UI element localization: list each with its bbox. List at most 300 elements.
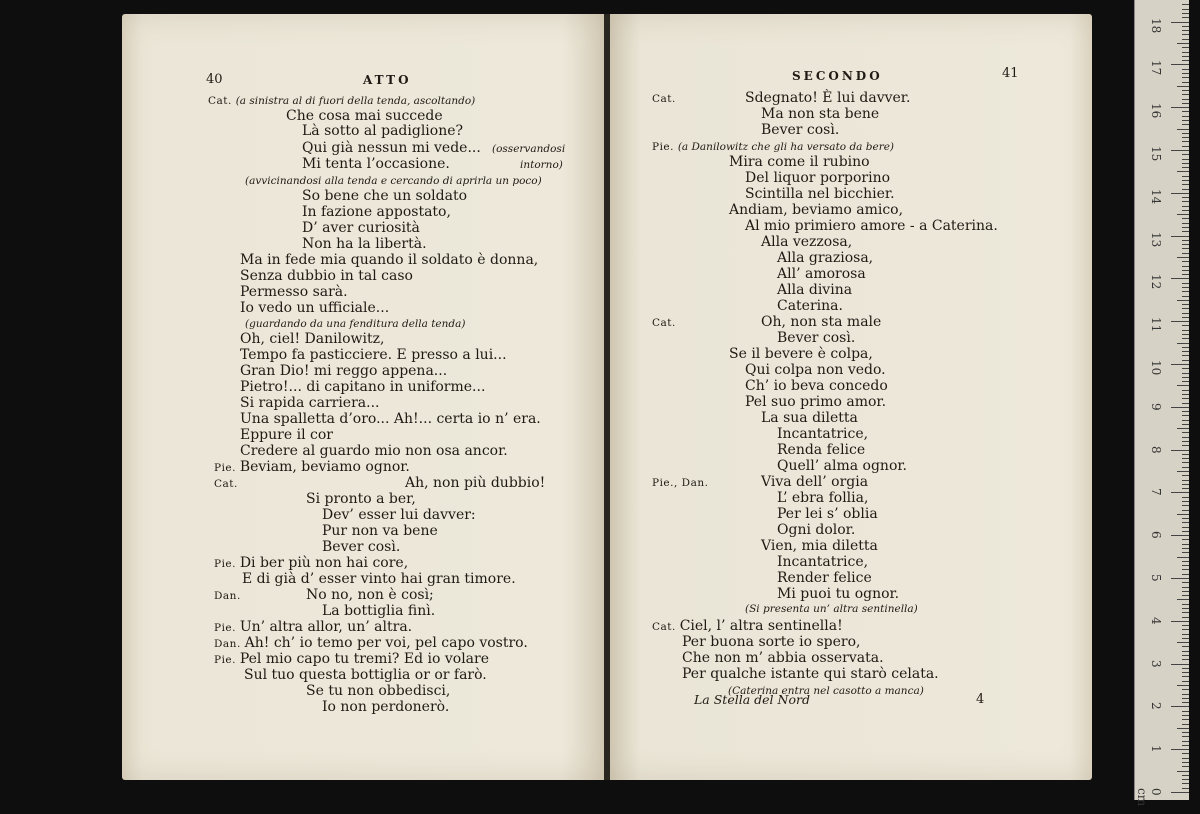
ruler-tick [1182,646,1189,647]
verse-text: Ogni dolor. [777,522,856,538]
ruler-number: 11 [1149,317,1163,333]
ruler-tick [1182,715,1189,716]
verse-text: Andiam, beviamo amico, [729,202,904,218]
ruler-tick [1182,634,1189,635]
ruler-tick [1177,557,1189,558]
verse-text: Mi puoi tu ognor. [777,586,900,602]
ruler-tick [1182,394,1189,395]
ruler-tick [1182,484,1189,485]
verse-line [306,491,416,507]
ruler-tick [1177,428,1189,429]
ruler-tick [1182,668,1189,669]
ruler-tick [1182,231,1189,232]
verse-line [745,394,886,410]
verse-text: Render felice [777,570,872,586]
ruler-tick [1182,403,1189,404]
verse-line [777,570,872,586]
verse-line [761,474,868,490]
verse-line [652,314,676,331]
ruler-tick [1182,291,1189,292]
ruler-tick [1182,587,1189,588]
ruler-tick [1182,711,1189,712]
verse-text: Del liquor porporino [745,170,891,186]
verse-line [302,236,427,252]
ruler-tick [1182,124,1189,125]
verse-line [652,618,843,635]
ruler-tick [1182,313,1189,314]
verse-text: Io non perdonerò. [322,699,450,715]
ruler-tick [1182,531,1189,532]
speaker-label: Pie. [214,462,240,474]
verse-line [777,506,878,522]
ruler-tick [1182,561,1189,562]
verse-text: Eppure il cor [240,427,333,443]
verse-line [240,268,413,284]
ruler-tick [1182,779,1189,780]
ruler-tick [1177,300,1189,301]
ruler-tick [1182,689,1189,690]
verse-line [214,619,412,636]
ruler-tick [1182,120,1189,121]
verse-text: Renda felice [777,442,866,458]
verse-text: Ch’ io beva concedo [745,378,888,394]
verse-line [405,475,545,491]
ruler-tick [1177,771,1189,772]
ruler-number: 9 [1149,402,1163,411]
ruler-tick [1182,488,1189,489]
ruler-tick [1182,569,1189,570]
ruler-tick [1177,343,1189,344]
ruler-tick [1182,184,1189,185]
verse-text: Bever così. [761,122,840,138]
verse-text: La sua diletta [761,410,858,426]
verse-line [777,282,852,298]
verse-text: Alla vezzosa, [761,234,853,250]
ruler-tick [1171,107,1189,108]
ruler-tick [1182,210,1189,211]
verse-text: Qui colpa non vedo. [745,362,886,378]
verse-text: Sul tuo questa bottiglia or or farò. [244,667,487,683]
ruler-tick [1177,86,1189,87]
verse-line [652,474,708,491]
verse-text: Gran Dio! mi reggo appena... [240,363,448,379]
ruler-tick [1182,360,1189,361]
verse-text: Al mio primiero amore - a Caterina. [745,218,998,234]
ruler-tick [1182,724,1189,725]
right-page-number: 41 [1002,66,1019,81]
ruler-number: 16 [1149,103,1163,119]
ruler-tick [1182,13,1189,14]
ruler-tick [1177,514,1189,515]
ruler-number: 3 [1149,659,1163,668]
stage-direction: (guardando da una fenditura della tenda) [245,318,466,330]
verse-line [302,204,451,220]
ruler-tick [1182,694,1189,695]
verse-line [240,300,389,316]
ruler-tick [1182,762,1189,763]
speaker-label: Cat. [652,317,676,329]
speaker-label: Cat. [652,93,676,105]
stage-direction: (avvicinandosi alla tenda e cercando di aprirla un poco) [245,175,542,187]
ruler-tick [1182,141,1189,142]
ruler-tick [1182,283,1189,284]
ruler-tick [1182,462,1189,463]
ruler-tick [1182,90,1189,91]
ruler-tick [1182,501,1189,502]
ruler-tick [1171,706,1189,707]
ruler-tick [1182,475,1189,476]
verse-text: Una spalletta d’oro... Ah!... certa io n’ era. [240,411,541,427]
verse-line [214,459,410,476]
verse-text: D’ aver curiosità [302,220,420,236]
ruler-tick [1182,34,1189,35]
verse-line [322,539,400,555]
verse-text: Io vedo un ufficiale... [240,300,390,316]
verse-text: Che non m’ abbia osservata. [682,650,884,666]
ruler-number: 8 [1149,445,1163,454]
ruler-tick [1182,99,1189,100]
verse-line [761,106,879,122]
verse-line [244,667,487,683]
ruler-number: 5 [1149,574,1163,582]
ruler-number: 13 [1149,231,1163,247]
verse-line [777,298,843,314]
verse-line [745,170,890,186]
verse-text: Si pronto a ber, [306,491,416,507]
ruler-tick [1182,73,1189,74]
verse-line [214,635,528,652]
speaker-label: Dan. [214,638,245,650]
verse-line [240,347,507,363]
verse-line [322,507,476,523]
ruler-tick [1182,82,1189,83]
ruler-tick [1182,505,1189,506]
verse-line [777,490,868,506]
verse-line [240,443,508,459]
verse-text: Un’ altra allor, un’ altra. [239,619,413,635]
speaker-label: Pie. [214,622,240,634]
ruler-tick [1182,60,1189,61]
ruler-tick [1182,398,1189,399]
speaker-label: Cat. [214,478,238,490]
ruler-tick [1182,595,1189,596]
ruler-tick [1182,154,1189,155]
verse-text: So bene che un soldato [302,188,467,204]
ruler-tick [1182,304,1189,305]
ruler-tick [1182,753,1189,754]
verse-line [302,188,467,204]
ruler-tick [1182,146,1189,147]
verse-line [214,555,408,572]
ruler-number: 14 [1149,188,1163,205]
verse-text: Ma non sta bene [761,106,880,122]
verse-line [302,140,481,156]
ruler-tick [1182,347,1189,348]
ruler-tick [1171,792,1189,793]
ruler-number: 0 cm [1135,788,1163,807]
ruler-tick [1182,698,1189,699]
verse-line [777,330,855,346]
verse-line [242,571,516,587]
ruler-tick [1182,116,1189,117]
verse-text: Quell’ alma ognor. [777,458,907,474]
verse-text: Per lei s’ oblia [777,506,878,522]
verse-text: Ah, non più dubbio! [405,475,546,491]
verse-text: Se il bevere è colpa, [729,346,873,362]
verse-text: Permesso sarà. [240,284,348,300]
ruler-tick [1182,270,1189,271]
verse-line [652,138,894,155]
verse-text: Non ha la libertà. [302,236,427,252]
verse-text: Mira come il rubino [729,154,870,170]
verse-line [306,587,434,603]
verse-line [682,650,884,666]
verse-line [302,123,463,139]
ruler-tick [1182,317,1189,318]
speaker-label: Dan. [214,590,241,602]
ruler-tick [1182,497,1189,498]
ruler-tick [1177,171,1189,172]
ruler-tick [1182,377,1189,378]
ruler-tick [1182,287,1189,288]
ruler-tick [1182,415,1189,416]
ruler-tick [1182,206,1189,207]
ruler-tick [1182,368,1189,369]
ruler-tick [1182,775,1189,776]
ruler-tick [1182,351,1189,352]
ruler-tick [1182,308,1189,309]
verse-line [652,90,676,107]
verse-line [245,315,466,332]
ruler-tick [1182,510,1189,511]
stage-direction: (Caterina entra nel casotto a manca) [728,685,924,697]
verse-line [240,252,538,268]
verse-line [240,284,348,300]
verse-text: Caterina. [777,298,843,314]
ruler-tick [1171,621,1189,622]
ruler-tick [1182,163,1189,164]
ruler-tick [1182,732,1189,733]
ruler-tick [1182,608,1189,609]
verse-line [745,378,888,394]
ruler-tick [1182,218,1189,219]
ruler-tick [1182,167,1189,168]
verse-line [306,683,450,699]
ruler-tick [1182,638,1189,639]
ruler-tick [1182,111,1189,112]
ruler-tick [1182,719,1189,720]
verse-line [208,92,475,109]
ruler-tick [1171,664,1189,665]
speaker-label: Pie. [652,141,678,153]
verse-line [745,90,910,106]
ruler-tick [1182,330,1189,331]
verse-line [761,122,839,138]
verse-text: Di ber più non hai core, [239,555,409,571]
ruler-tick [1182,390,1189,391]
ruler-tick [1177,257,1189,258]
verse-line [245,172,542,189]
ruler-tick [1177,129,1189,130]
ruler-tick [1171,407,1189,408]
ruler-tick [1182,522,1189,523]
ruler-tick [1182,432,1189,433]
ruler-tick [1182,702,1189,703]
verse-line [777,250,873,266]
ruler-tick [1171,64,1189,65]
ruler-tick [1182,783,1189,784]
verse-text: Bever così. [777,330,856,346]
verse-line [240,395,379,411]
ruler-tick [1182,47,1189,48]
ruler-tick [1171,22,1189,23]
verse-text: Tempo fa pasticciere. E presso a lui... [240,347,507,363]
verse-line [214,587,241,604]
ruler-tick [1182,544,1189,545]
ruler-tick [1171,278,1189,279]
verse-line [745,186,895,202]
ruler-tick [1182,539,1189,540]
verse-line [777,522,855,538]
verse-text: Incantatrice, [777,554,869,570]
ruler-number: 7 [1149,488,1163,497]
ruler-tick [1182,659,1189,660]
speaker-label: Pie., Dan. [652,477,709,489]
ruler-tick [1182,338,1189,339]
verse-line [745,218,998,234]
ruler-tick [1182,458,1189,459]
ruler-number: 18 [1149,17,1163,33]
ruler-tick [1171,749,1189,750]
ruler-tick [1182,445,1189,446]
verse-line [777,458,907,474]
verse-text: Là sotto al padiglione? [302,123,464,139]
ruler-tick [1182,355,1189,356]
ruler-tick [1182,548,1189,549]
verse-line [286,108,443,124]
ruler-tick [1182,552,1189,553]
ruler-tick [1182,325,1189,326]
ruler-tick [1182,681,1189,682]
ruler-tick [1182,253,1189,254]
ruler-tick [1182,574,1189,575]
ruler-tick [1182,625,1189,626]
verse-line [777,442,865,458]
verse-line [302,220,420,236]
verse-text: Per qualche istante qui starò celata. [682,666,939,682]
left-running-head: ATTO [363,73,412,87]
ruler-tick [1182,77,1189,78]
ruler-tick [1182,248,1189,249]
ruler-tick [1182,39,1189,40]
verse-line [745,362,886,378]
ruler-tick [1182,741,1189,742]
ruler-tick [1177,728,1189,729]
verse-line [322,523,438,539]
verse-text: Pur non va bene [322,523,438,539]
ruler-tick [1182,467,1189,468]
ruler-number: 17 [1149,60,1163,76]
ruler-tick [1182,30,1189,31]
signature-mark: 4 [976,692,985,707]
ruler-tick [1182,441,1189,442]
ruler-tick [1171,150,1189,151]
ruler-tick [1171,578,1189,579]
ruler-tick [1182,159,1189,160]
footer-title: La Stella del Nord [694,692,810,707]
ruler-tick [1182,261,1189,262]
verse-text: Qui già nessun mi vede... [302,140,481,156]
verse-text: Si rapida carriera... [240,395,380,411]
verse-text: Alla divina [777,282,853,298]
verse-line [302,156,450,172]
ruler-tick [1182,420,1189,421]
verse-text: L’ ebra follia, [777,490,869,506]
stage-direction: intorno) [520,159,563,171]
verse-line [682,666,939,682]
verse-line [240,411,541,427]
ruler-tick [1182,411,1189,412]
verse-text: E di già d’ esser vinto hai gran timore. [242,571,516,587]
ruler-tick [1171,535,1189,536]
ruler-tick [1182,274,1189,275]
ruler-tick [1182,672,1189,673]
verse-text: No no, non è così; [306,587,434,603]
ruler-tick [1171,236,1189,237]
ruler-tick [1182,180,1189,181]
verse-text: Ciel, l’ altra sentinella! [679,618,843,634]
ruler-tick [1182,612,1189,613]
ruler-tick [1182,736,1189,737]
verse-text: Senza dubbio in tal caso [240,268,413,284]
stage-direction: (Si presenta un’ altra sentinella) [745,603,918,615]
speaker-label: Pie. [214,558,240,570]
ruler-tick [1182,9,1189,10]
ruler-tick [1182,4,1189,5]
ruler-tick [1182,133,1189,134]
ruler-tick [1182,56,1189,57]
ruler-tick [1182,617,1189,618]
verse-line [322,699,449,715]
ruler-number: 10 [1149,360,1163,376]
ruler-tick [1182,189,1189,190]
ruler-tick [1182,334,1189,335]
ruler-tick [1182,480,1189,481]
verse-text: Credere al guardo mio non osa ancor. [240,443,508,459]
ruler-tick [1182,201,1189,202]
verse-text: Incantatrice, [777,426,869,442]
ruler-tick [1182,240,1189,241]
verse-line [761,314,881,330]
verse-line [240,427,333,443]
ruler-tick [1182,176,1189,177]
ruler-tick [1182,373,1189,374]
ruler-tick [1182,94,1189,95]
verse-text: Per buona sorte io spero, [682,634,861,650]
verse-line [777,554,868,570]
speaker-label: Cat. [208,95,236,107]
ruler-tick [1182,103,1189,104]
verse-line [214,475,238,492]
ruler-tick [1182,518,1189,519]
ruler-tick [1182,227,1189,228]
ruler-number: 4 [1149,616,1163,625]
ruler-tick [1177,471,1189,472]
ruler-tick [1171,492,1189,493]
verse-line [322,603,435,619]
ruler-tick [1177,385,1189,386]
verse-text: Ah! ch’ io temo per voi, pel capo vostro. [244,635,528,651]
